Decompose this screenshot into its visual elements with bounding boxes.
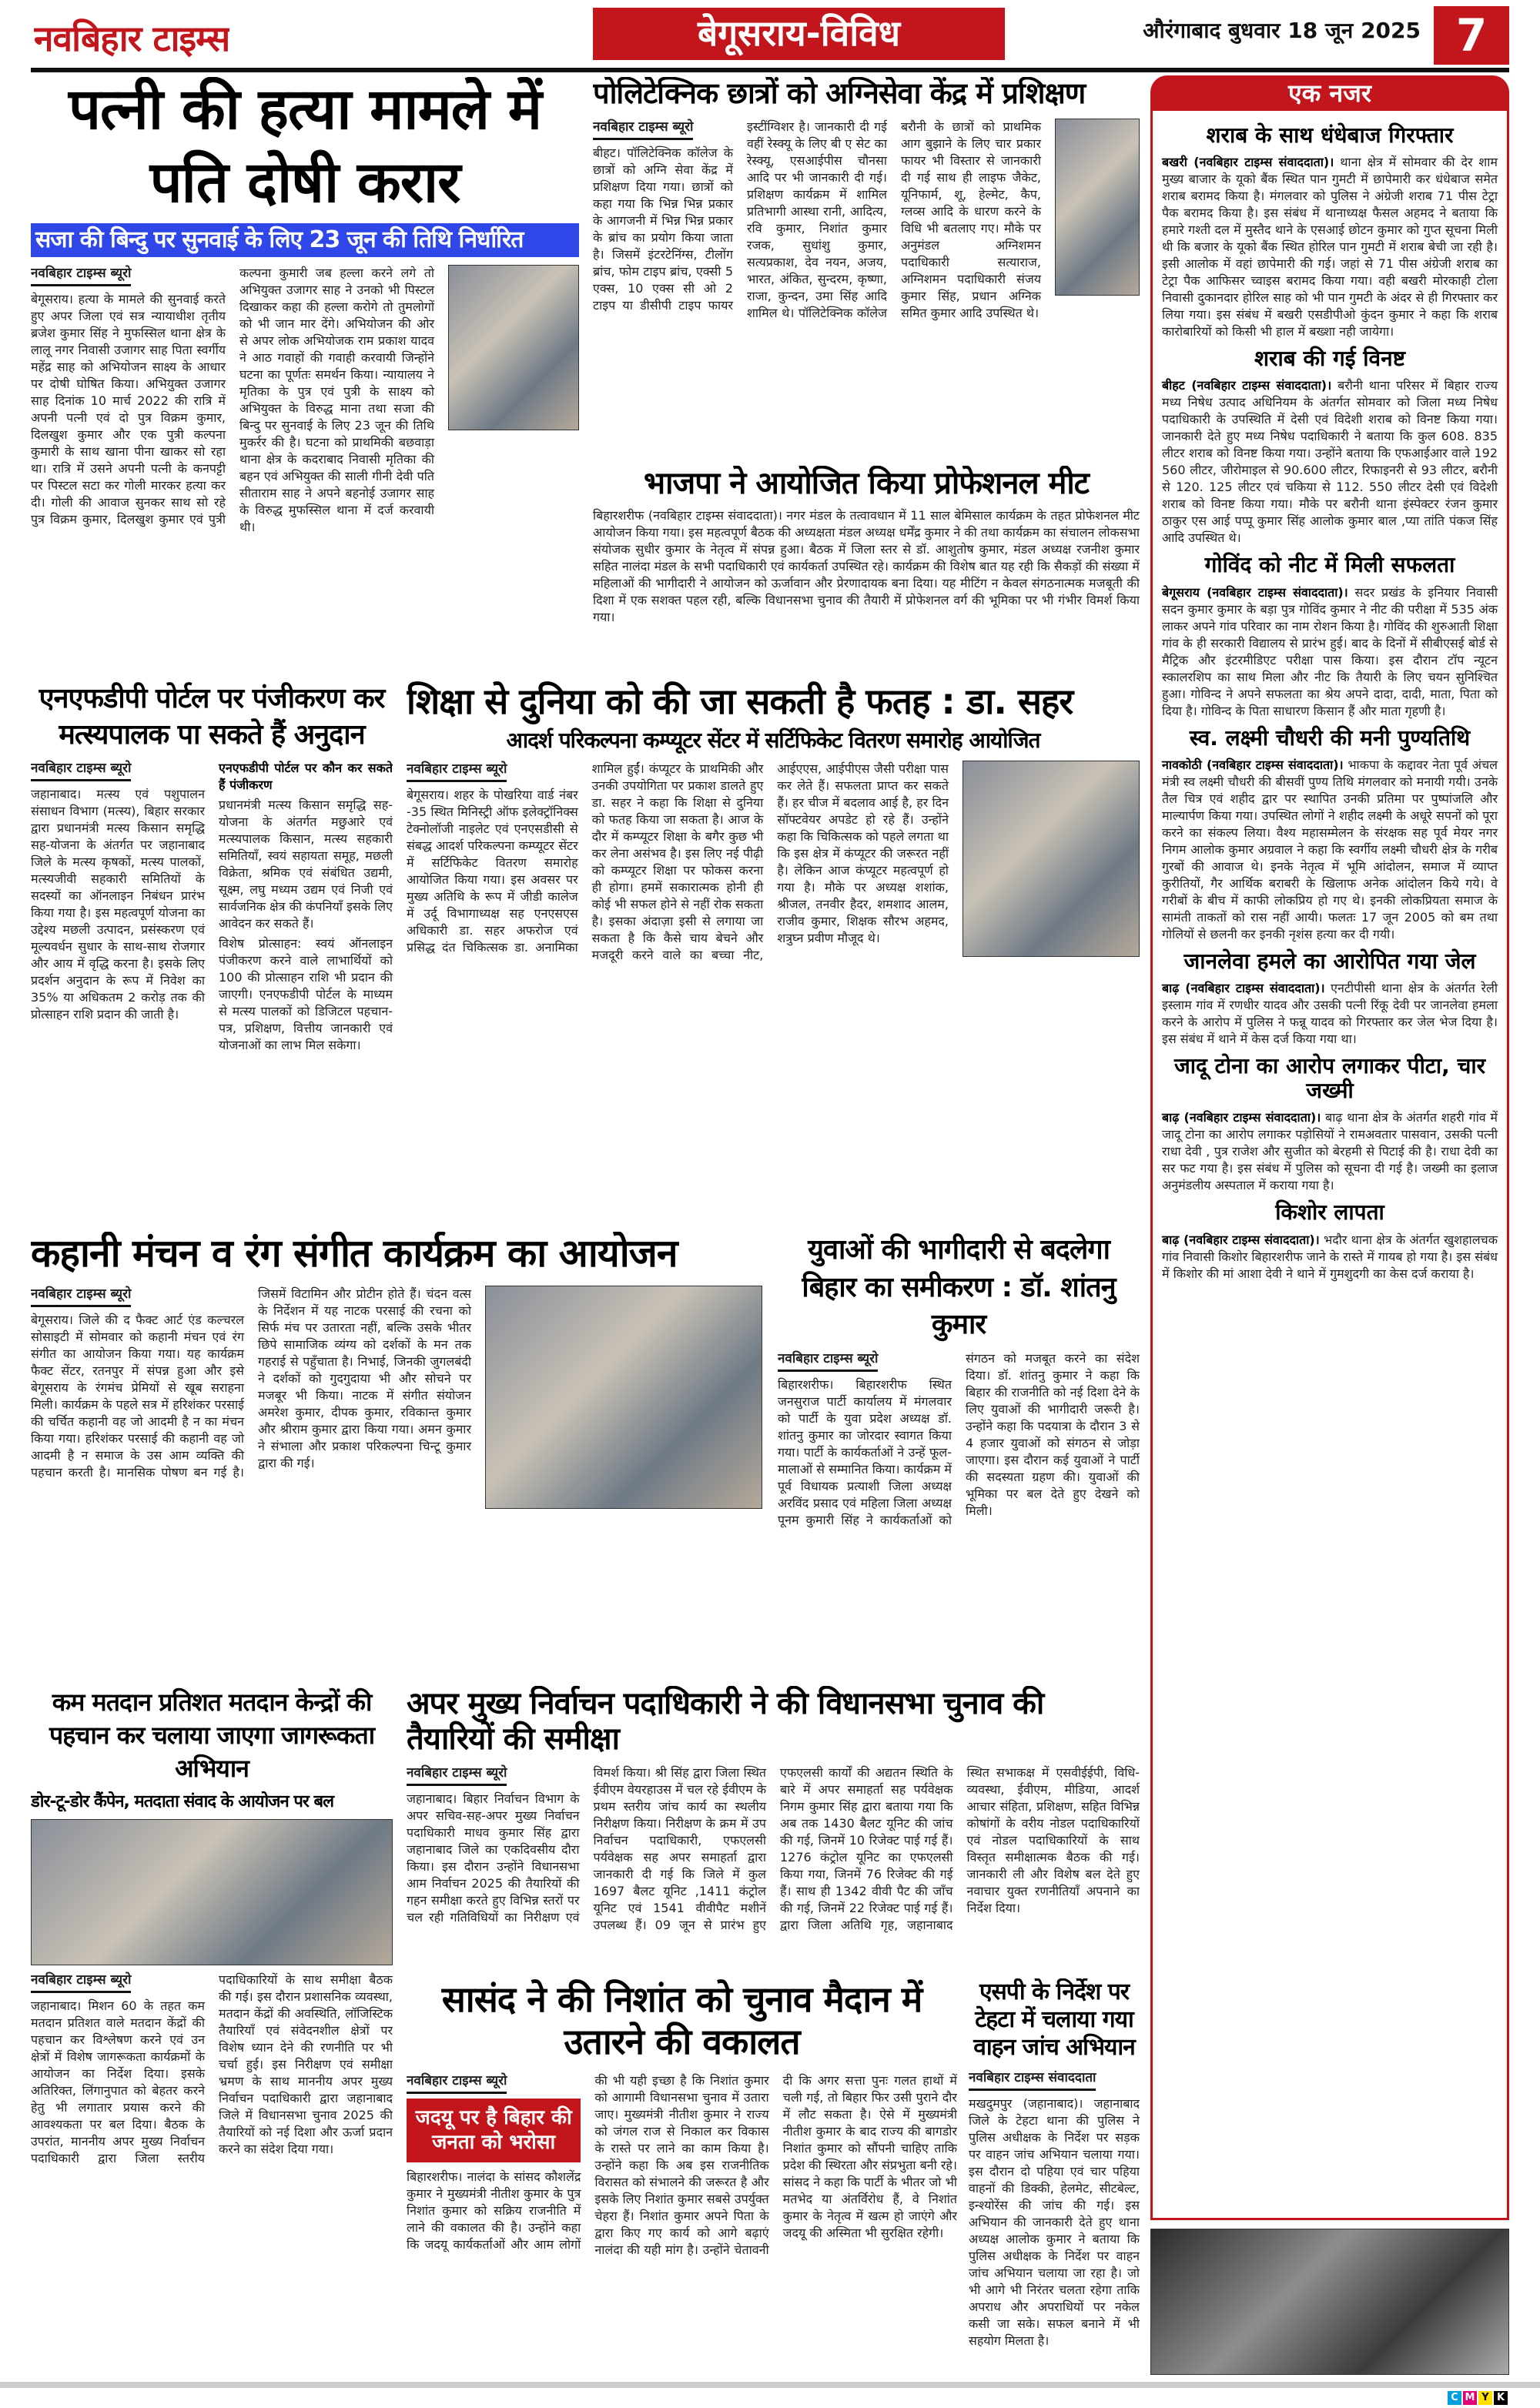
sidebar-dateline: बाढ़ (नवबिहार टाइम्स संवाददाता)।	[1162, 980, 1325, 995]
sidebar-text: सदर प्रखंड के इनियार निवासी सदन कुमार कुमार के बड़ा पुत्र गोविंद कुमार ने नीट की परीक्षा में 535 अंक लाकर अपने गांव परिवार का नाम रोशन किया है। गोविंद की शुरुआती शिक्षा गांव के ही सरकारी विद्यालय से प्रारंभ हुई। बाद के दिनों में सीबीएसई बोर्ड से मैट्रिक और इंटरमीडिएट परीक्षा पास किया। इस दौरान टॉप न्यूटन स्कालरशिप का साथ मिला और नीट कि तैयारी के लिए चयन सुनिश्चित हुआ। गोविन्द ने अपने सफलता का श्रेय अपने दादा, दादी, माता, पिता को दिया है। गोविन्द के पिता साधारण किसान हैं और माता गृहणी है।	[1162, 584, 1498, 718]
page-number: 7	[1434, 6, 1509, 65]
photo	[31, 1819, 393, 1965]
cmyk-mark: K	[1494, 2391, 1508, 2405]
photo	[1055, 119, 1140, 296]
article-body	[31, 760, 393, 1054]
paragraph: प्रधानमंत्री मत्स्य किसान समृद्धि सह-योजना के अंतर्गत मछुआरे एवं मत्स्यपालक किसान, मत्स्य सहकारी समितियाँ, स्वयं सहायता समूह, मछली विक्रेता, श्रमिक एवं संबंधित उद्यमी, सूक्ष्म, लघु मध्यम उद्यम एवं निजी एवं सार्वजनिक क्षेत्र की कंपनियाँ इसके लिए आवेदन कर सकते हैं।	[219, 797, 393, 931]
sidebar-headline: शराब के साथ धंधेबाज गिरफ्तार	[1206, 122, 1454, 148]
paragraph: बिहारशरीफ। नालंदा के सांसद कौशलेंद्र कुमार ने मुख्यमंत्री नीतीश कुमार के पुत्र निशांत कुमार को सक्रिय राजनीति में लाने की वकालत की है। उन्होंने कहा कि जदयू कार्यकर्ताओं और आम लोगों की भी यही इच्छा है कि निशांत कुमार को आगामी विधानसभा चुनाव में उतारा जाए। मुख्यमंत्री नीतीश कुमार ने राज्य को जंगल राज से निकाल कर विकास के रास्ते पर लाने का काम किया है। उन्होंने कहा कि अब इस राजनीतिक विरासत को संभालने की जरूरत है और इसके लिए निशांत कुमार सबसे उपर्युक्त चेहरा हैं। निशांत कुमार अपने पिता के द्वारा किए गए कार्य को आगे बढ़ाएं नालंदा की यही मांग है। उन्होंने चेतावनी दी कि अगर सत्ता पुनः गलत हाथों में चली गई, तो बिहार फिर उसी पुराने दौर में लौट सकता है। ऐसे में मुख्यमंत्री नीतीश कुमार के बाद राज्य की बागडोर निशांत कुमार को सौंपनी चाहिए ताकि प्रदेश की स्थिरता और संप्रभुता बनी रहे। सांसद ने कहा कि पार्टी के भीतर जो भी मतभेद या अंतर्विरोध हैं, वे निशांत कुमार के नेतृत्व में खत्म हो जाएंगे और जदयू की अस्मिता भी सुरक्षित रहेगी।	[407, 2073, 957, 2258]
sidebar-text: बाढ़ थाना क्षेत्र के अंतर्गत शहरी गांव में जादू टोना का आरोप लगाकर पड़ोसियों ने रामअवतार पासवान, उसकी पत्नी राधा देवी , पुत्र राजेश और सुजीत को बेरहमी से पिटाई की है। राधा देवी का सर फट गया है। इस संबंध में पुलिस को सूचना दी गई है। जख्मी का इलाज अनुमंडलीय अस्पताल में कराया गया है।	[1162, 1110, 1498, 1193]
newspaper-logo: नवबिहार टाइम्स	[34, 18, 230, 59]
article-lead	[31, 77, 579, 674]
byline: नवबिहार टाइम्स ब्यूरो	[31, 265, 131, 286]
sidebar-text: भाकपा के कद्दावर नेता पूर्व अंचल मंत्री स्व लक्ष्मी चौधरी की बीसवीं पुण्य तिथि मंगलवार को मनायी गयी। उनके तैल चित्र एवं शहीद द्वार पर स्थापित उनकी प्रतिमा पर पुष्पांजलि और माल्यार्पण किया गया। उपस्थित लोगों ने शहीद लक्ष्मी के अधूरे सपनों को पूरा करने का संकल्प लिया। वैश्य महासम्मेलन के संरक्षक सह पूर्व मेयर नगर निगम आलोक कुमार अग्रवाल ने कहा कि स्वर्गीय लक्ष्मी चौधरी क्षेत्र के गरीब गुरबों की आवाज थे। इनके नेतृत्व में भूमि आंदोलन, समाज में व्याप्त कुरीतियों, गैर आर्थिक बराबरी के खिलाफ अनेक आंदोलन किये गये। वे गरीबों के बीच में काफी लोकप्रिय हो गए थे। इनकी लोकप्रियता समाज के सामंती ताकतों को रास नहीं आयी। फलतः 17 जून 2005 को बम तथा गोलियों से छलनी कर इनकी नृशंस हत्या कर दी गयी।	[1162, 757, 1498, 941]
article-body	[407, 2072, 957, 2259]
sidebar-headline: जानलेवा हमले का आरोपित गया जेल	[1183, 948, 1476, 974]
sidebar-content	[1153, 111, 1507, 1289]
article-body	[593, 507, 1140, 626]
byline: नवबिहार टाइम्स ब्यूरो	[31, 760, 131, 781]
sidebar-dateline: नावकोठी (नवबिहार टाइम्स संवाददाता)।	[1162, 757, 1344, 772]
photo	[485, 1286, 762, 1509]
sidebar-dateline: बाढ़ (नवबिहार टाइम्स संवाददाता)।	[1162, 1110, 1321, 1125]
sidebar-dateline: बीहट (नवबिहार टाइम्स संवाददाता)।	[1162, 378, 1332, 393]
sidebar-text: भदौर थाना क्षेत्र के अंतर्गत खुशहालचक गांव निवासी किशोर बिहारशरीफ जाने के रास्ते में गायब हो गया है। इस संबंध में किशोर की मां आशा देवी ने थाने में गुमशुदगी का केस दर्ज कराया है।	[1162, 1232, 1498, 1281]
sidebar-dateline: बेगूसराय (नवबिहार टाइम्स संवाददाता)।	[1162, 584, 1348, 600]
paragraph: जहानाबाद। मिशन 60 के तहत कम मतदान प्रतिशत वाले मतदान केंद्रों की पहचान कर विश्लेषण करने एवं उन क्षेत्रों में विशेष जागरूकता कार्यक्रमों के आयोजन का निर्देश दिया। इसके अतिरिक्त, लिंगानुपात को बेहतर करने हेतु भी लगातार प्रयास करने की आवश्यकता पर बल दिया। बैठक के उपरांत, माननीय अपर मुख्य निर्वाचन पदाधिकारी द्वारा जिला स्तरीय पदाधिकारियों के साथ समीक्षा बैठक की गई। इस दौरान प्रशासनिक व्यवस्था, मतदान केंद्रों की अवस्थिति, लॉजिस्टिक तैयारियाँ एवं संवेदनशील क्षेत्रों पर विशेष ध्यान देने की रणनीति पर भी चर्चा हुई। इस निरीक्षण एवं समीक्षा भ्रमण के साथ माननीय अपर मुख्य निर्वाचन पदाधिकारी द्वारा जहानाबाद जिले में विधानसभा चुनाव 2025 की तैयारियों को नई दिशा और ऊर्जा प्रदान करने का संदेश दिया गया।	[31, 1972, 393, 2166]
sidebar-text: बरौनी थाना परिसर में बिहार राज्य मध्य निषेध उत्पाद अधिनियम के अंतर्गत सोमवार को जिला मध्य निषेध पदाधिकारी के उपस्थिति में देसी एवं विदेशी शराब को विनष्ट किया गया। जानकारी देते हुए मध्य निषेध पदाधिकारी ने बताया कि कुल 608. 835 लीटर शराब को विनष्ट किया गया। उन्होंने बताया कि एफआईआर वाले 192 560 लीटर, जीरोमाइल से 90.600 लीटर, रिफाइनरी से 93 लीटर, बरौनी से 120. 125 लीटर एवं चकिया से 112. 550 लीटर देसी एवं विदेशी शराब को विनष्ट किया गया। मौके पर बरौनी थाना इंस्पेक्टर रंजन कुमार ठाकुर एस आई पप्पू कुमार सिंह आलोक कुमार बाल ,प्या तांति पंकज सिंह आदि उपस्थित थे।	[1162, 378, 1498, 546]
sidebar-title: एक नजर	[1150, 75, 1509, 111]
masthead-rule	[31, 68, 1509, 72]
cmyk-mark: Y	[1478, 2391, 1492, 2405]
sidebar-news-item	[1162, 1054, 1498, 1194]
sidebar-ek-nazar	[1150, 111, 1509, 2220]
article-body	[969, 2069, 1140, 2349]
sidebar-headline: शराब की गई विनष्ट	[1254, 346, 1405, 372]
sidebar-news-item	[1162, 346, 1498, 547]
article-polytechnic	[593, 77, 1140, 462]
sidebar-text: थाना क्षेत्र में सोमवार की देर शाम मुख्य बाजार के यूको बैंक स्थित पान गुमटी में छापेमारी कर धंधेबाज समेत शराब बरामद किया है। मंगलवार को पुलिस ने अंग्रेजी शराब 71 पीस टेट्रा पैक बरामद किया है। इस संबंध में थानाध्यक्ष फैसल अहमद ने बताया कि हमारे गश्ती दल में मुस्तैद थाने के एसआई छोटन कुमार को गुप्त सूचना मिली थी कि बजार के यूको बैंक स्थित होरिल पान गुमटी में शराब बेची जा रही है। इसी आलोक में वहां छापेमारी की गई। जहां से 71 पीस अंग्रेजी शराब का टेट्रा पैक आफिसर च्वाइस बरामद किया गया। वही बखरी मोरकाही टोला निवासी दुकानदार होरिल साह को भी पान गुमटी के अंदर से ही गिरफ्तार कर लिया गया। इस संबंध में बखरी एसडीपीओ कुंदन कुमार ने कहा कि शराब कारोबारियों को किसी भी हाल में बख्शा नही जायेगा।	[1162, 155, 1498, 339]
sidebar-dateline: बाढ़ (नवबिहार टाइम्स संवाददाता)।	[1162, 1232, 1320, 1247]
byline: नवबिहार टाइम्स ब्यूरो	[407, 1764, 507, 1786]
paragraph: जहानाबाद। मत्स्य एवं पशुपालन संसाधन विभाग (मत्स्य), बिहार सरकार द्वारा प्रधानमंत्री मत्स्य किसान समृद्धि सह-योजना के अंतर्गत पर जहानाबाद जिले के मत्स्य कृषकों, मत्स्य पालकों, मत्स्यजीवी सहकारी समितियों के सदस्यों का ऑनलाइन निबंधन प्रारंभ किया गया है। इस महत्वपूर्ण योजना का उद्देश्य मछली उत्पादन, प्रसंस्करण एवं मूल्यवर्धन सुधार के साथ-साथ रोजगार और आय में वृद्धि करना है। इसके लिए प्रदर्शन अनुदान के रूप में निवेश का 35% या अधिकतम 2 करोड़ तक की प्रोत्साहन राशि प्रदान की जाती है।	[31, 786, 205, 1022]
article-nfdp	[31, 681, 393, 1224]
cmyk-mark: C	[1448, 2391, 1461, 2405]
subheadline: आदर्श परिकल्पना कम्प्यूटर सेंटर में सर्टिफिकेट वितरण समारोह आयोजित	[506, 727, 1040, 753]
sidebar-body	[1162, 154, 1498, 340]
article-sp	[969, 1978, 1140, 2377]
paragraph: बिहारशरीफ। बिहारशरीफ स्थित जनसुराज पार्टी कार्यालय में मंगलवार को पार्टी के युवा प्रदेश अध्यक्ष डॉ. शांतनु कुमार का जोरदार स्वागत किया गया। पार्टी के कार्यकर्ताओं ने उन्हें फूल-मालाओं से सम्मानित किया। कार्यक्रम में पूर्व विधायक प्रत्याशी जिला अध्यक्ष अरविंद प्रसाद एवं महिला जिला अध्यक्ष पूनम कुमारी सिंह ने कार्यकर्ताओं को संगठन को मजबूत करने का संदेश दिया। डॉ. शांतनु कुमार ने कहा कि बिहार की राजनीति को नई दिशा देने के लिए युवाओं की भागीदारी जरूरी है। उन्होंने कहा कि पदयात्रा के दौरान 3 से 4 हजार युवाओं को संगठन से जोड़ा जाएगा। इस दौरान कई युवाओं ने पार्टी की सदस्यता ग्रहण की। युवाओं की भूमिका पर बल देते हुए देखने को मिली।	[778, 1350, 1140, 1527]
sidebar-body	[1162, 1109, 1498, 1194]
byline: नवबिहार टाइम्स ब्यूरो	[778, 1350, 878, 1372]
headline: युवाओं की भागीदारी से बदलेगा बिहार का समीकरण : डॉ. शांतनु कुमार	[802, 1234, 1116, 1341]
paragraph: बेगूसराय। शहर के पोखरिया वार्ड नंबर -35 स्थित मिनिस्ट्री ऑफ इलेक्ट्रॉनिक्स टेक्नोलॉजी नाइलेट एवं एनएसडीसी से संबद्ध आदर्श परिकल्पना कम्प्यूटर सेंटर में सर्टिफिकेट वितरण समारोह आयोजित किया गया। इस अवसर पर मुख्य अतिथि के रूप में जीडी कालेज में उर्दू विभागाध्यक्ष सह एनएसएस अधिकारी डा. सहर अफरोज एवं प्रसिद्ध दंत चिकित्सक डा. अनामिका शामिल हुईं। कंप्यूटर के प्राथमिकी और उनकी उपयोगिता पर प्रकाश डालते हुए डा. सहर ने कहा कि शिक्षा से दुनिया को फतह किया जा सकता है। आज के दौर में कम्प्यूटर शिक्षा के बगैर कुछ भी कर लेना असंभव है। इस लिए नई पीढ़ी को कम्प्यूटर शिक्षा पर फोकस करना ही होगा। हममें सकारात्मक होनी ही कोई भी सफल होने से नहीं रोक सकता है। इसका अंदाज़ा इसी से लगाया जा सकता है कि कैसे चाय बेचने और मजदूरी करने वाले का बच्चा नीट, आईएएस, आईपीएस जैसी परीक्षा पास कर लेते हैं। सफलता प्राप्त कर सकते हैं। हर चीज में बदलाव आई है, हर दिन सॉफ्टवेयर अपडेट हो रहे हैं। उन्होंने कहा कि चिकित्सक को पहले लगता था कि इस क्षेत्र में कंप्यूटर की जरूरत नहीं है। लेकिन आज कंप्यूटर महत्वपूर्ण हो गया है। मौके पर अध्यक्ष शशांक, श्रीजल, तनवीर हैदर, शमशाद आलम, राजीव कुमार, शिक्षक सौरभ अहमद, शत्रुघ्न प्रवीण मौजूद थे।	[407, 761, 949, 963]
dateline: औरंगाबाद बुधवार 18 जून 2025	[1143, 18, 1421, 43]
article-bjp	[593, 466, 1140, 677]
article-body	[31, 1972, 393, 2167]
photo	[1150, 2229, 1509, 2375]
byline: नवबिहार टाइम्स ब्यूरो	[593, 119, 693, 140]
byline: नवबिहार टाइम्स ब्यूरो	[31, 1286, 131, 1307]
headline: सासंद ने की निशांत को चुनाव मैदान में उतारने की वकालत	[441, 1978, 922, 2063]
sidebar-body	[1162, 377, 1498, 547]
headline: कम मतदान प्रतिशत मतदान केन्द्रों की पहचान कर चलाया जाएगा जागरूकता अभियान	[49, 1687, 374, 1784]
highlight-box: जदयू पर है बिहार की जनता को भरोसा	[407, 2099, 581, 2162]
byline: नवबिहार टाइम्स ब्यूरो	[407, 2072, 507, 2094]
sidebar-body	[1162, 980, 1498, 1048]
headline: पोलिटेक्निक छात्रों को अग्निसेवा केंद्र में प्रशिक्षण	[593, 77, 1086, 110]
sidebar-headline: स्व. लक्ष्मी चौधरी की मनी पुण्यतिथि	[1189, 724, 1471, 751]
headline: एसपी के निर्देश पर टेहटा में चलाया गया वाहन जांच अभियान	[973, 1978, 1135, 2061]
headline: शिक्षा से दुनिया को की जा सकती है फतह : डा. सहर	[407, 681, 1073, 722]
headline: कहानी मंचन व रंग संगीत कार्यक्रम का आयोजन	[31, 1232, 678, 1276]
headline: एनएफडीपी पोर्टल पर पंजीकरण कर मत्स्यपालक पा सकते हैं अनुदान	[38, 683, 385, 751]
headline: पति दोषी करार	[149, 149, 460, 216]
paragraph: बीहट। पॉलिटेक्निक कॉलेज के छात्रों को अग्नि सेवा केंद्र में प्रशिक्षण दिया गया। छात्रों को कहा गया कि भिन्न भिन्न प्रकार के आगजनी में भिन्न भिन्न प्रकार के ब्रांच का प्रयोग किया जाता है। जिसमें इंटरटेनिंग्स, टीलोंग ब्रांच, फोम टाइप ब्रांच, एक्सी 5 एक्स, 10 एक्स सी ओ 2 टाइप या डीसीपी टाइप फायर इस्टींग्विशर है। जानकारी दी गई वहीं रेस्क्यू के लिए बी ए सेट का रेस्क्यू, एसआईपीस चौनसा आदि पर भी जानकारी दी गई। प्रशिक्षण कार्यक्रम में शामिल प्रतिभागी आस्था रानी, आदित्य, रवि कुमार, निशांत कुमार रजक, सुधांशु कुमार, सत्यप्रकाश, देव नयन, अजय, भारत, अंकित, सुन्दरम, कृष्णा, राजा, कुन्दन, उमा सिंह आदि शामिल थे। पॉलिटेक्निक कॉलेज बरौनी के छात्रों को प्राथमिक आग बुझाने के लिए चार प्रकार फायर भी विस्तार से जानकारी दी गई साथ ही लाइफ जैकेट, यूनिफार्म, शू, हेल्मेट, कैप, ग्लव्स आदि के धारण करने के विधि भी बतलाए गए। मौके पर अनुमंडल अग्निशमन पदाधिकारी सत्याराज, अग्निशमन पदाधिकारी संजय कुमार सिंह, प्रधान अग्निक समित कुमार आदि उपस्थित थे।	[593, 119, 1041, 320]
subhead-banner: सजा की बिन्दु पर सुनवाई के लिए 23 जून की तिथि निर्धारित	[31, 223, 579, 257]
article-mp	[407, 1978, 957, 2377]
byline: नवबिहार टाइम्स ब्यूरो	[407, 761, 507, 782]
sidebar-news-item	[1162, 726, 1498, 943]
section-title: बेगूसराय-विविध	[593, 8, 1005, 60]
article-voting	[31, 1686, 393, 2375]
headline: अपर मुख्य निर्वाचन पदाधिकारी ने की विधानसभा चुनाव की तैयारियों की समीक्षा	[407, 1686, 1044, 1757]
article-body	[31, 1286, 471, 1481]
sidebar-news-item	[1162, 1200, 1498, 1282]
paragraph: जहानाबाद। बिहार निर्वाचन विभाग के अपर सचिव-सह-अपर मुख्य निर्वाचन पदाधिकारी माधव कुमार सिंह द्वारा जहानाबाद जिले का एकदिवसीय दौरा किया। इस दौरान उन्होंने विधानसभा आम निर्वाचन 2025 की तैयारियों की गहन समीक्षा करते हुए विभिन्न स्तरों पर चल रही गतिविधियों का निरीक्षण एवं विमर्श किया। श्री सिंह द्वारा जिला स्थित ईवीएम वेयरहाउस में चल रहे ईवीएम के प्रथम स्तरीय जांच कार्य का स्थलीय निरीक्षण किया। निरीक्षण के क्रम में उप निर्वाचन पदाधिकारी, एफएलसी पर्यवेक्षक सह अपर समाहर्ता द्वारा जानकारी दी गई कि जिले में कुल 1697 बैलट यूनिट ,1411 कंट्रोल यूनिट एवं 1541 वीवीपैट मशीनें उपलब्ध हैं। 09 जून से प्रारंभ हुए एफएलसी कार्यों की अद्यतन स्थिति के बारे में अपर समाहर्ता सह पर्यवेक्षक निगम कुमार सिंह द्वारा बताया गया कि अब तक 1430 बैलट यूनिट की जांच की गई, जिनमें 10 रिजेक्ट पाई गई हैं। 1276 कंट्रोल यूनिट का एफएलसी किया गया, जिनमें 76 रिजेक्ट की गई हैं। साथ ही 1342 वीवी पैट की जाँच की गई, जिनमें 22 रिजेक्ट पाई गई हैं। द्वारा जिला अतिथि गृह, जहानाबाद स्थित सभाकक्ष में एसवीईईपी, विधि-व्यवस्था, ईवीएम, मीडिया, आदर्श आचार संहिता, प्रशिक्षण, सहित विभिन्न कोषांगों के वरीय नोडल पदाधिकारियों एवं नोडल पदाधिकारियों के साथ विस्तृत समीक्षात्मक बैठक की गई। जानकारी ली और विशेष बल देते हुए नवाचार युक्त रणनीतियाँ अपनाने का निर्देश दिया।	[407, 1765, 1140, 1932]
registration-bar	[0, 2382, 1540, 2388]
headline: पत्नी की हत्या मामले में	[69, 77, 541, 142]
article-body	[407, 761, 949, 964]
sidebar-news-item	[1162, 123, 1498, 340]
headline: भाजपा ने आयोजित किया प्रोफेशनल मीट	[644, 466, 1089, 501]
article-education	[407, 681, 1140, 1224]
sidebar-headline: जादू टोना का आरोप लगाकर पीटा, चार जख्मी	[1173, 1052, 1486, 1104]
cmyk-mark: M	[1463, 2391, 1477, 2405]
sidebar-headline: गोविंद को नीट में मिली सफलता	[1204, 552, 1455, 578]
article-body	[31, 265, 434, 536]
paragraph: बिहारशरीफ (नवबिहार टाइम्स संवाददाता)। नगर मंडल के तत्वावधान में 11 साल बेमिसाल कार्यक्रम के तहत प्रोफेशनल मीट आयोजन किया गया। इस महत्वपूर्ण बैठक की अध्यक्षता मंडल अध्यक्ष धर्मेंद्र कुमार ने की तथा कार्यक्रम का संचालन लोकसभा संयोजक सुधीर कुमार के नेतृत्व में संपन्न हुआ। बैठक में जिला स्तर से डॉ. आशुतोष कुमार, मंडल अध्यक्ष रजनीश कुमार सहित नालंदा मंडल के सभी पदाधिकारी एवं कार्यकर्ता उपस्थित रहे। कार्यक्रम की विशेष बात यह रही कि सैकड़ों की संख्या में महिलाओं की भागीदारी ने आयोजन को ऊर्जावान और प्रेरणादायक बना दिया। यह मीटिंग न केवल संगठनात्मक मजबूती की दिशा में एक सशक्त पहल रही, बल्कि विधानसभा चुनाव की तैयारी में प्रोफेशनल वर्ग की भूमिका पर भी गंभीर विमर्श किया गया।	[593, 508, 1140, 624]
sidebar-text: एनटीपीसी थाना क्षेत्र के अंतर्गत रेली इस्लाम गांव में रणधीर यादव और उसकी पत्नी रिंकू देवी पर जानलेवा हमला करने के आरोप में पुलिस ने फन्नू यादव को गिरफ्तार कर जेल भेज दिया है। इस संबंध में थाने में केस दर्ज किया गया था।	[1162, 980, 1498, 1046]
byline: नवबिहार टाइम्स ब्यूरो	[31, 1972, 131, 1993]
sidebar-body	[1162, 584, 1498, 720]
sidebar-body	[1162, 757, 1498, 943]
article-election	[407, 1686, 1140, 1972]
paragraph: मखदुमपुर (जहानाबाद)। जहानाबाद जिले के टेहटा थाना की पुलिस ने पुलिस अधीक्षक के निर्देश पर सड़क पर वाहन जांच अभियान चलाया गया। इस दौरान दो पहिया एवं चार पहिया वाहनों की डिक्की, हेलमेट, सीटबेल्ट, इन्श्योरेंस की जांच की गई। इस अभियान की जानकारी देते हुए थाना अध्यक्ष आलोक कुमार ने बताया कि पुलिस अधीक्षक के निर्देश पर वाहन जांच अभियान चलाया जा रहा है। जो भी आगे भी निरंतर चलता रहेगा ताकि अपराध और अपराधियों पर नकेल कसी जा सके। सफल बनाने में भी सहयोग मिलता है।	[969, 2096, 1140, 2348]
paragraph: बेगूसराय। जिले की द फैक्ट आर्ट एंड कल्चरल सोसाइटी में सोमवार को कहानी मंचन एवं रंग संगीत का आयोजन किया गया। यह कार्यक्रम फैक्ट सेंटर, रतनपुर में संपन्न हुआ और इसे बेगूसराय के रंगमंच प्रेमियों से खूब सराहना मिली। कार्यक्रम के पहले सत्र में हरिशंकर परसाई की चर्चित कहानी वह जो आदमी है न का मंचन किया गया। हरिशंकर परसाई की कहानी वह जो आदमी है न समाज के उस आम व्यक्ति की पहचान करती है। मानसिक पोषण बन गई है। जिसमें विटामिन और प्रोटीन होते हैं। चंदन वत्स के निर्देशन में यह नाटक परसाई की रचना को सिर्फ मंच पर उतारता नहीं, बल्कि उसके भीतर छिपे सामाजिक व्यंग्य को दर्शकों के मन तक गहराई से पहुँचाता है। निभाई, जिनकी जुगलबंदी ने दर्शकों को गुदगुदाया भी और सोचने पर मजबूर भी किया। नाटक में संगीत संयोजन अमरेश कुमार, दीपक कुमार, रविकान्त कुमार और श्रीराम कुमार द्वारा किया गया। अमन कुमार ने संभाला और प्रकाश परिकल्पना चिन्टू कुमार द्वारा की गई।	[31, 1286, 471, 1480]
paragraph: बेगूसराय। हत्या के मामले की सुनवाई करते हुए अपर जिला एवं सत्र न्यायाधीश तृतीय ब्रजेश कुमार सिंह ने मुफस्सिल थाना क्षेत्र के लालू नगर निवासी उजागर साह पिता स्वर्गीय महेंद्र साह को अभियोजन साक्ष्य के आधार पर दोषी घोषित किया। अभियुक्त उजागर साह दिनांक 10 मार्च 2022 की रात्रि में अपनी पत्नी एवं दो पुत्र विक्रम कुमार, दिलखुश कुमार और एक पुत्री कल्पना कुमारी के साथ खाना पीना खाकर सो रहा था। रात्रि में उसने अपनी पत्नी के कनपट्टी पर पिस्टल सटा कर गोली मारकर हत्या कर दी। गोली की आवाज सुनकर साथ सो रहे पुत्र विक्रम कुमार, दिलखुश कुमार एवं पुत्री कल्पना कुमारी जब हल्ला करने लगे तो अभियुक्त उजागर साह ने उनको भी पिस्टल दिखाकर कहा की हल्ला करोगे तो तुमलोगों को भी जान मार देंगे। अभियोजन की ओर से अपर लोक अभियोजक राम प्रकाश यादव ने आठ गवाहों की गवाही करवायी जिन्होंने घटना का पूर्णतः समर्थन किया। न्यायालय ने मृतिका के पुत्र एवं पुत्री के साक्ष्य को अभियुक्त के विरुद्ध माना तथा सजा की बिन्दु पर सुनवाई के लिए 23 जून की तिथि मुकर्रर की है। घटना को प्राथमिकी बछवाड़ा थाना क्षेत्र के कदराबाद निवासी मृतिका की बहन एवं अभियुक्त की साली गीनी देवी पति सीताराम साह ने अपने बहनोई उजागर साह के विरुद्ध मुफस्सिल थाना में दर्ज करवायी थी।	[31, 266, 434, 535]
photo	[962, 761, 1140, 957]
article-drama	[31, 1232, 762, 1678]
photo	[448, 265, 579, 430]
sidebar-body	[1162, 1232, 1498, 1283]
article-body	[593, 119, 1041, 322]
article-youth	[778, 1232, 1140, 1678]
article-body	[778, 1350, 1140, 1529]
paragraph: विशेष प्रोत्साहन: स्वयं ऑनलाइन पंजीकरण करने वाले लाभार्थियों को 100 की प्रोत्साहन राशि भी प्रदान की जाएगी। एनएफडीपी पोर्टल के माध्यम से मत्स्य पालकों को डिजिटल पहचान-पत्र, प्रशिक्षण, वित्तीय जानकारी एवं योजनाओं का लाभ मिल सकेगा।	[219, 935, 393, 1052]
byline: नवबिहार टाइम्स संवाददाता	[969, 2069, 1096, 2091]
sidebar-dateline: बखरी (नवबिहार टाइम्स संवाददाता)।	[1162, 155, 1334, 170]
sidebar-headline: किशोर लापता	[1275, 1199, 1384, 1226]
sidebar-news-item	[1162, 949, 1498, 1048]
subheading: एनएफडीपी पोर्टल पर कौन कर सकते हैं पंजीकरण	[219, 760, 393, 792]
sidebar-news-item	[1162, 553, 1498, 719]
article-body	[407, 1764, 1140, 1934]
subheadline: डोर-टू-डोर कैंपेन, मतदाता संवाद के आयोजन पर बल	[31, 1791, 333, 1811]
